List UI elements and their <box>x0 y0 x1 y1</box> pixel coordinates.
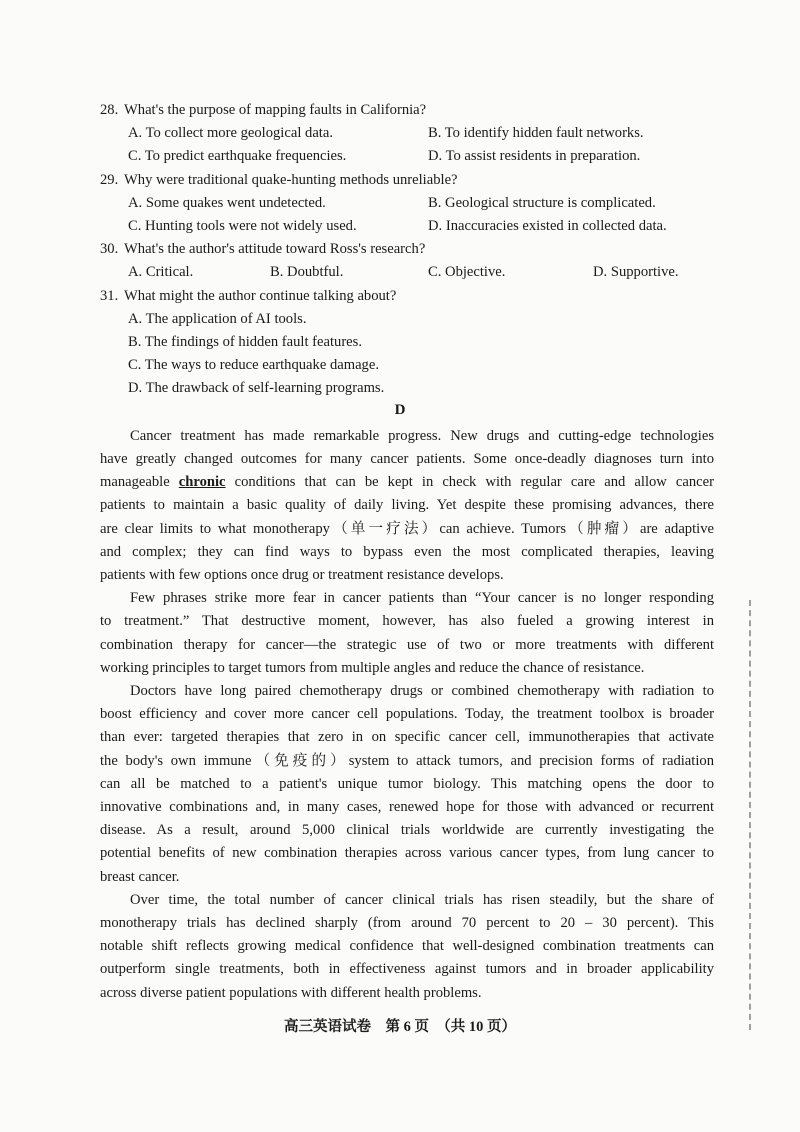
passage-line: can all be matched to a patient's unique tumor biology. This matching opens the door to <box>100 775 714 792</box>
option: D. Supportive. <box>593 264 679 281</box>
option: D. To assist residents in preparation. <box>428 148 641 165</box>
question-number: 31. <box>100 287 119 304</box>
option: B. Doubtful. <box>270 264 344 281</box>
passage-line-with-keyword <box>100 473 714 491</box>
passage-line: the body's own immune（免疫的）system to attack tumors, and precision forms of radiation <box>100 752 714 769</box>
question-stem: What's the author's attitude toward Ross's research? <box>124 241 426 258</box>
passage-line: are clear limits to what monotherapy（单一疗法）can achieve. Tumors（肿瘤）are adaptive <box>100 520 714 537</box>
passage-line: outperform single treatments, both in effectiveness against tumors and in broader applicability <box>100 961 714 978</box>
passage-line: Cancer treatment has made remarkable progress. New drugs and cutting-edge technologies <box>130 427 714 444</box>
option: C. To predict earthquake frequencies. <box>128 148 347 165</box>
option: A. To collect more geological data. <box>128 125 333 142</box>
passage-line: innovative combinations and, in many cases, renewed hope for those with advanced or recurrent <box>100 799 714 815</box>
passage-line: and complex; they can find ways to bypass even the most complicated therapies, leaving <box>100 543 714 560</box>
page-footer: 高三英语试卷 第 6 页 （共 10 页） <box>284 1019 516 1035</box>
passage-line: patients with few options once drug or treatment resistance develops. <box>100 567 504 583</box>
passage-line: notable shift reflects growing medical confidence that well-designed combination treatments can <box>100 938 714 955</box>
question-number: 30. <box>100 241 119 258</box>
passage-line: breast cancer. <box>100 868 180 885</box>
passage-line: across diverse patient populations with different health problems. <box>100 984 482 1001</box>
passage-line: disease. As a result, around 5,000 clinical trials worldwide are currently investigating the <box>100 822 714 839</box>
passage-line: than ever: targeted therapies that zero in on specific cancer cell, immunotherapies that activate <box>100 729 714 746</box>
passage-line: to treatment.” That destructive moment, however, has also fueled a growing interest in <box>100 613 714 630</box>
passage-line: monotherapy trials has declined sharply (from around 70 percent to 20 – 30 percent). This <box>100 915 714 931</box>
section-heading: D <box>394 401 406 418</box>
option: A. Critical. <box>128 264 194 281</box>
passage-text: conditions that can be kept in check with regular care and allow cancer <box>225 474 714 491</box>
passage-text: manageable <box>100 474 179 491</box>
option: C. The ways to reduce earthquake damage. <box>128 357 379 374</box>
passage-line: patients to maintain a basic quality of daily living. Yet despite these promising advances, there <box>100 497 714 514</box>
passage-line: Over time, the total number of cancer clinical trials has risen steadily, but the share of <box>130 891 714 908</box>
question-number: 29. <box>100 171 119 188</box>
scan-margin-line <box>749 600 753 1030</box>
passage-line: working principles to target tumors from multiple angles and reduce the chance of resistance. <box>100 659 645 676</box>
passage-line: Few phrases strike more fear in cancer patients than “Your cancer is no longer responding <box>130 590 714 607</box>
passage-line: combination therapy for cancer—the strategic use of two or more treatments with different <box>100 636 714 653</box>
option: B. To identify hidden fault networks. <box>428 125 644 142</box>
passage-line: have greatly changed outcomes for many cancer patients. Some once-deadly diagnoses turn into <box>100 451 714 467</box>
passage-line: Doctors have long paired chemotherapy drugs or combined chemotherapy with radiation to <box>130 683 714 699</box>
option: B. Geological structure is complicated. <box>428 194 656 211</box>
passage-line: boost efficiency and cover more cancer cell populations. Today, the treatment toolbox is broader <box>100 706 714 723</box>
option: A. The application of AI tools. <box>128 310 307 327</box>
question-stem: What's the purpose of mapping faults in California? <box>124 102 427 118</box>
option: D. The drawback of self-learning programs. <box>128 380 385 397</box>
option: A. Some quakes went undetected. <box>128 194 326 211</box>
passage-line: potential benefits of new combination therapies across various cancer types, from lung cancer to <box>100 845 714 862</box>
option: D. Inaccuracies existed in collected data. <box>428 218 667 234</box>
question-stem: What might the author continue talking about? <box>124 287 397 304</box>
keyword-chronic: chronic <box>178 474 226 491</box>
option: C. Objective. <box>428 264 506 281</box>
option: C. Hunting tools were not widely used. <box>128 218 357 234</box>
question-number: 28. <box>100 102 119 118</box>
question-stem: Why were traditional quake-hunting methods unreliable? <box>124 171 458 188</box>
option: B. The findings of hidden fault features. <box>128 334 362 350</box>
